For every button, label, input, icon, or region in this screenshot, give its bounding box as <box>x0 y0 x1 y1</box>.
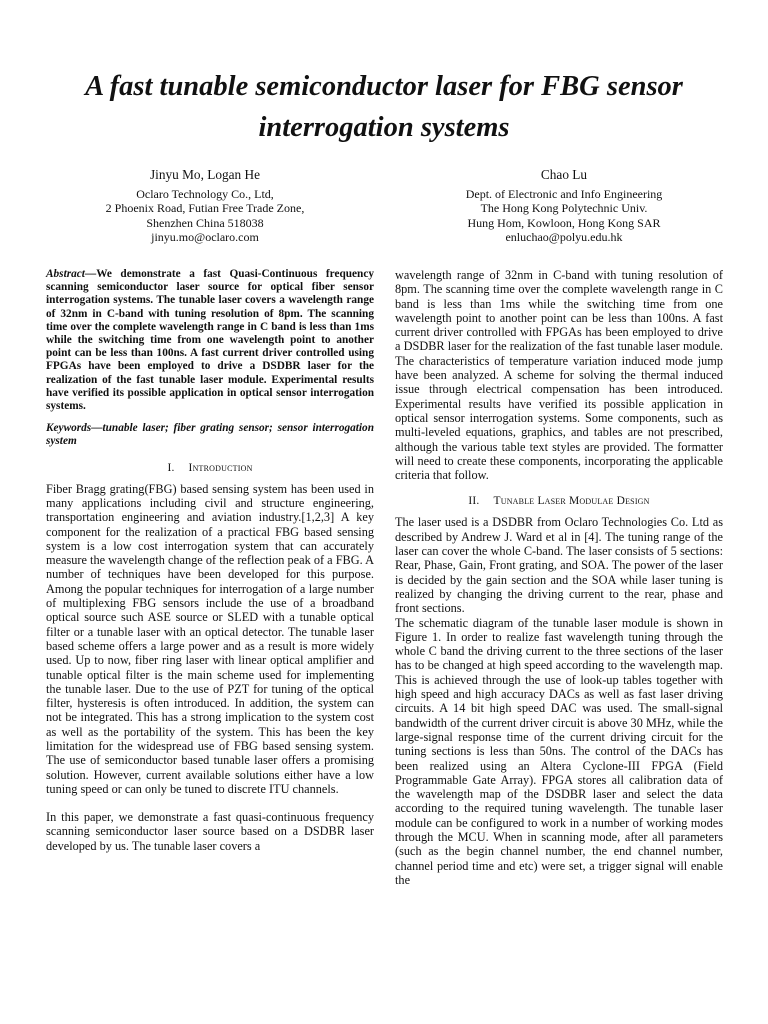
section-title: Introduction <box>188 461 253 474</box>
author-affiliation-line: 2 Phoenix Road, Futian Free Trade Zone, <box>105 201 305 216</box>
body-paragraph-continuation: wavelength range of 32nm in C-band with tuning resolution of 8pm. The scanning time over the complete wavelength range in C band is less than 1ms while the switching time from one wavelength point to another point can be less than 100ns. A fast current driver controlled with FPGAs has been employed to drive a DSDBR laser for the realization of the fast tunable laser module. The characteristics of temperature variation induced mode jump have been analyzed. A scheme for solving the thermal induced issue through electrical compensation has been introduced. Experimental results have verified its possible application in optical sensor interrogation systems. Some components, such as multi-leveled equations, graphics, and tables are not prescribed, although the various table text styles are provided. The formatter will need to create these components, incorporating the applicable criteria that follow. <box>395 268 723 483</box>
section-number: I. <box>167 461 175 474</box>
section-heading-laser-design <box>395 494 723 508</box>
author-affiliation-line: Dept. of Electronic and Info Engineering <box>465 187 663 201</box>
author-name: Jinyu Mo, Logan He <box>149 167 261 182</box>
author-affiliation-line: Shenzhen China 518038 <box>146 215 264 230</box>
author-name: Chao Lu <box>540 167 588 182</box>
author-affiliation-line: The Hong Kong Polytechnic Univ. <box>480 201 648 216</box>
abstract-text: —We demonstrate a fast Quasi-Continuous frequency scanning semiconductor laser source for optical fiber sensor interrogation systems. The tunable laser covers a wavelength range of 32nm in C-band with tuning resolution of 8pm. The scanning time over the complete wavelength range in C band is less than 1ms while the switching time from one wavelength point to another point can be less than 100ns. A fast current driver controlled using FPGAs have been employed to drive a DSDBR laser for the realization of the fast tunable laser module. Experimental results have verified its possible application in optical sensor interrogation systems. <box>46 268 374 413</box>
abstract <box>46 268 374 413</box>
author-affiliation-line: Hung Hom, Kowloon, Hong Kong SAR <box>467 215 661 230</box>
left-column <box>46 268 374 853</box>
author-block-left <box>40 166 370 244</box>
body-paragraph: The laser used is a DSDBR from Oclaro Technologies Co. Ltd as described by Andrew J. Ward et al in [4]. The tuning range of the laser can cover the whole C-band. The laser consists of 5 sections: Rear, Phase, Gain, Front grating, and SOA. The power of the laser is decided by the gain section and the SOA while laser tuning is realized by changing the driving current to the rear, phase and front sections. <box>395 515 723 616</box>
body-paragraph: The schematic diagram of the tunable laser module is shown in Figure 1. In order to realize fast wavelength tuning through the whole C band the driving current to the three sections of the laser has to be changed at high speed according to the wavelength map. This is achieved through the use of look-up tables together with high speed and high accuracy DACs as well as fast laser driving circuits. A 14 bit high speed DAC was used. The small-signal bandwidth of the current driver circuit is above 30 MHz, while the large-signal response time of the current driving circuit for the tuning sections is less than 50ns. The control of the DACs has been realized using an Altera Cyclone-III FPGA (Field Programmable Gate Array). FPGA stores all calibration data of the wavelength map of the DSDBR laser and select the data according to the required tuning wavelength. The tunable laser module can be configured to work in a number of working modes through the MCU. When in scanning mode, after all parameters (such as the begin channel number, the end channel number, channel period time and etc) were set, a trigger signal will enable the <box>395 615 723 887</box>
author-email: jinyu.mo@oclaro.com <box>151 229 259 244</box>
keywords <box>46 422 374 448</box>
abstract-label: Abstract <box>46 268 85 280</box>
author-email: enluchao@polyu.edu.hk <box>505 229 623 244</box>
body-paragraph: In this paper, we demonstrate a fast quasi-continuous frequency scanning semiconductor laser source based on a DSDBR laser developed by us. The tunable laser covers a <box>46 810 374 853</box>
paper-title: A fast tunable semiconductor laser for FBG sensor interrogation systems <box>85 71 683 143</box>
keywords-label: Keywords <box>46 422 92 435</box>
author-block-right <box>399 166 729 244</box>
right-column <box>395 268 723 887</box>
body-paragraph: Fiber Bragg grating(FBG) based sensing system has been used in many applications including civil and structure engineering, transportation engineering and aviation industry.[1,2,3] A key component for the realization of a practical FBG based sensing system is a low cost interrogation system that can accurately measure the wavelength change of the reflection peak of a FBG. A number of techniques have been developed for this purpose. Among the popular techniques for interrogation of a large number of multiplexing FBG sensors include the use of a broadband optical source such ASE source or SLED with a tunable optical filter or a tunable laser with an optical detector. The tunable laser based scheme offers a large power and as a result is more widely used. Up to now, fiber ring laser with linear optical amplifier and tunable optical filter is the main scheme used for implementing the tunable laser. Due to the use of PZT for tuning of the optical filter, hysteresis is often introduced. In addition, the system can not be integrated. This has a strong implication to the system cost as well as the portability of the system. This has been the key limitation for the widespread use of FBG based sensing system. The use of semiconductor based tunable laser offers a promising solution. However, current available solutions either have a low tuning speed or can only be tuned to discrete ITU channels. <box>46 481 374 796</box>
author-affiliation-line: Oclaro Technology Co., Ltd, <box>136 187 274 201</box>
keywords-text: —tunable laser; fiber grating sensor; sensor interrogation system <box>46 422 374 448</box>
section-heading-introduction <box>46 461 374 475</box>
section-number: II. <box>468 495 480 508</box>
section-title: Tunable Laser Modulae Design <box>493 495 650 508</box>
